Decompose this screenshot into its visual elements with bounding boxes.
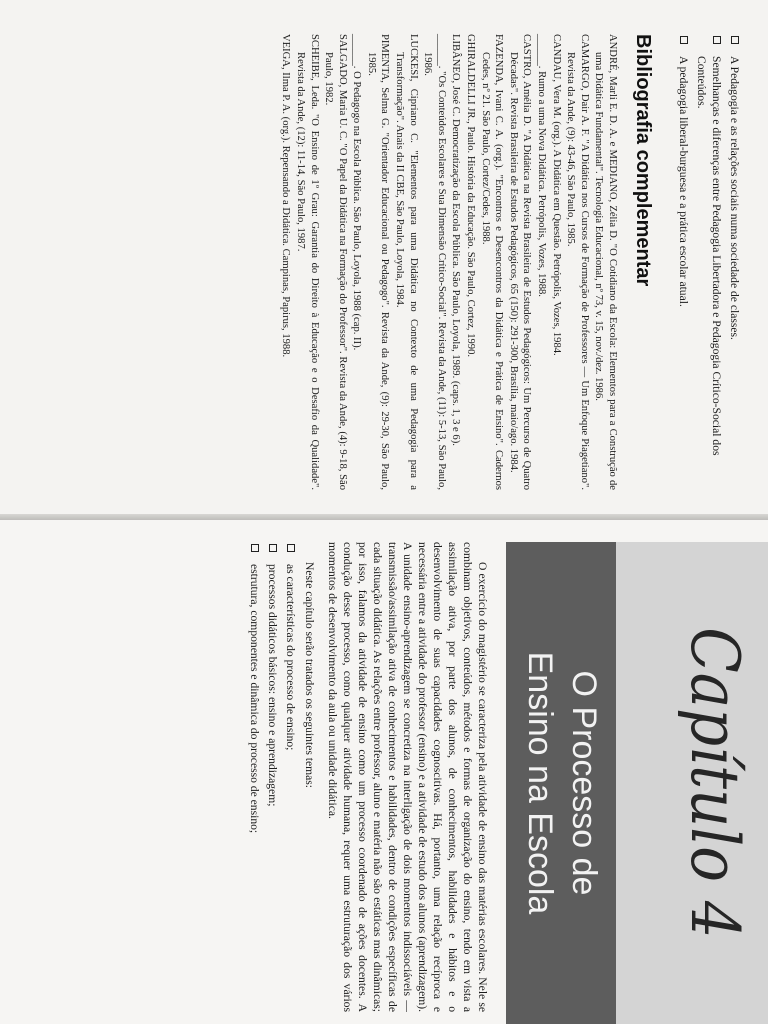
reference-item: ______. Rumo a uma Nova Didática. Petrópolis, Vozes, 1988.	[536, 34, 548, 297]
list-item	[265, 542, 280, 1012]
chapter-number: Capítulo 4	[676, 627, 753, 939]
bullet-text: A pedagogia liberal-burguesa e a prática escolar atual.	[677, 56, 690, 307]
checkbox-bullet-icon	[731, 36, 739, 44]
checkbox-bullet-icon	[251, 544, 259, 552]
reference-item: CAMARGO, Dair A. F. "A Didática nos Cursos de Formação de Professores — Um Enfoque Piagetiano". Revista da Ande, (9): 43-46, São Paulo, 1985.	[565, 34, 590, 490]
themes-list	[247, 542, 298, 1012]
reference-item: LIBÂNEO, José C. Democratização da Escola Pública. São Paulo, Loyola, 1989. (caps. 1, 3 e 6).	[450, 34, 462, 446]
themes-intro: Neste capítulo serão tratados os seguintes temas:	[303, 562, 316, 789]
theme-text: as características do processo de ensino;	[284, 564, 297, 751]
checkbox-bullet-icon	[269, 544, 277, 552]
checkbox-bullet-icon	[680, 36, 688, 44]
body-paragraph: O exercício do magistério se caracteriza pela atividade de ensino das matérias escolares. Nele se combinam objetivos, conteúdos, métodos e formas de organização do ensino, tendo em vista a assimilação ativa, por parte dos alunos, de conhecimentos, habilidades e hábitos e o desenvolvimento de suas capacidades cognoscitivas. Há, portanto, uma relação recíproca e necessária entre a atividade do professor (ensino) e a atividade de estudo dos alunos (aprendizagem). A unidade ensino-aprendizagem se concretiza na interligação de dois momentos indissociáveis — transmissão/assimilação ativa de conhecimentos e habilidades, dentro de condições específicas de cada situação didática. As relações entre professor, aluno e matéria não são estáticas mas dinâmicas; por isso, falamos da atividade de ensino como um processo coordenado de ações docentes. A condução desse processo, como qualquer atividade humana, requer uma estruturação dos vários momentos de desenvolvimento da aula ou unidade didática.	[326, 542, 489, 1012]
reference-item: SALGADO, Maria U. C. "O Papel da Didática na Formação do Professor". Revista da Ande, (4): 9-18, São Paulo, 1982.	[323, 34, 348, 490]
reference-item: PIMENTA, Selma G. "Orientador Educacional ou Pedagogo". Revista da Ande, (9): 29-30, São Paulo, 1985.	[365, 34, 391, 490]
reference-list	[279, 34, 619, 490]
list-item	[283, 542, 298, 1012]
reference-item: ANDRÉ, Marli E. D. A. e MEDIANO, Zélia D. "O Cotidiano da Escola: Elementos para a Construção de uma Didática Fundamental". Tecnologia Educacional, nº 73, v. 15, nov./dez. 1986.	[593, 34, 618, 490]
chapter-title-line: O Processo de	[565, 670, 603, 896]
chapter-body	[244, 542, 490, 1012]
checkbox-bullet-icon	[713, 36, 721, 44]
chapter-banner	[616, 542, 768, 1024]
list-item	[676, 34, 691, 490]
bullet-text: Semelhanças e diferenças entre Pedagogia Libertadora e Pedagogia Crítico-Social dos Conteúdos.	[695, 56, 723, 456]
bibliography-heading: Bibliografia complementar	[632, 34, 654, 287]
theme-text: estrutura, componentes e dinâmica do processo de ensino;	[248, 564, 261, 834]
list-item	[727, 34, 742, 490]
list-item	[694, 34, 724, 490]
reference-item: ______. O Pedagogo na Escola Pública. São Paulo, Loyola, 1988 (cap. II).	[351, 34, 363, 351]
reference-item: VEIGA, Ilma P. A. (org.). Repensando a Didática. Campinas, Papirus, 1988.	[280, 34, 292, 358]
reference-item: LUCKESI, Cipriano C. "Elementos para uma Didática no Contexto de uma Pedagogia para a Transformação". Anais da II CBE, São Paulo, Loyola, 1984.	[394, 34, 419, 490]
theme-text: processos didáticos básicos: ensino e aprendizagem;	[266, 564, 279, 807]
reference-item: FAZENDA, Ivani C. A. (org.). "Encontros e Desencontros da Didática e Prática de Ensino". Cadernos Cedes, nº 21. São Paulo, Cortez/Cedes, 1988.	[479, 34, 505, 490]
bullet-text: A Pedagogia e as relações sociais numa sociedade de classes.	[728, 56, 741, 340]
left-bullet-list	[676, 34, 742, 490]
list-item	[247, 542, 262, 1012]
chapter-title-line: Ensino na Escola	[521, 651, 559, 915]
chapter-title	[518, 542, 606, 1024]
right-page	[0, 520, 768, 1024]
checkbox-bullet-icon	[287, 544, 295, 552]
reference-item: CANDAU, Vera M. (org.). A Didática em Questão. Petrópolis, Vozes, 1984.	[550, 34, 562, 356]
reference-item: ______. "Os Conteúdos Escolares e Sua Dimensão Crítico-Social". Revista da Ande, (11): 5-13, São Paulo, 1986.	[422, 34, 447, 490]
reference-item: SCHEIBE, Leda. "O Ensino de 1º Grau: Garantia do Direito à Educação e o Desafio da Qualidade". Revista da Ande, (12): 11-14, São Paulo, 1987.	[294, 34, 320, 490]
reference-item: CASTRO, Amélia D. "A Didática na Revista Brasileira de Estudos Pedagógicos: Um Percurso de Quatro Décadas". Revista Brasileira de Estudos Pedagógicos, 65 (150): 291-300, Brasília, maio/ago. 1984.	[507, 34, 533, 490]
chapter-title-box	[506, 542, 616, 1024]
reference-item: GHIRALDELLI JR., Paulo. História da Educação. São Paulo, Cortez, 1990.	[465, 34, 477, 358]
